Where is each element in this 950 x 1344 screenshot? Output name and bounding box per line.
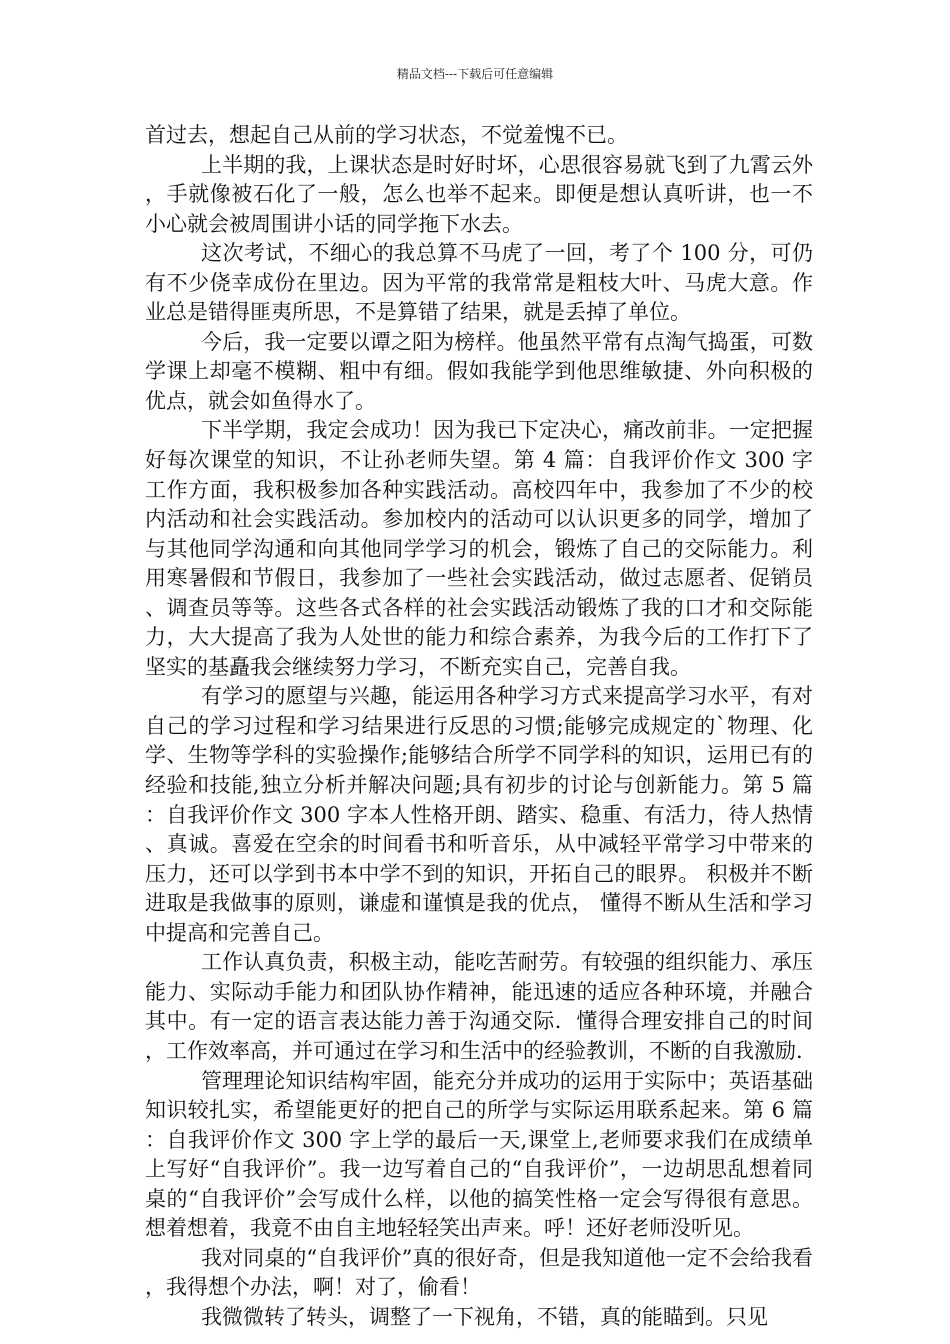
- paragraph: 有学习的愿望与兴趣，能运用各种学习方式来提高学习水平，有对自己的学习过程和学习结果进行反思的习惯;能够完成规定的`物理、化学、生物等学科的实验操作;能够结合所学不同学科的知识，运用已有的经验和技能,独立分析并解决问题;具有初步的讨论与创新能力。第 5 篇：自我评价作文 300 字本人性格开朗、踏实、稳重、有活力，待人热情、真诚。喜爱在空余的时间看书和听音乐，从中减轻平常学习中带来的压力，还可以学到书本中学不到的知识，开拓自己的眼界。 积极并不断进取是我做事的原则，谦虚和谨慎是我的优点， 懂得不断从生活和学习中提高和完善自己。: [145, 684, 813, 945]
- paragraph: 上半期的我，上课状态是时好时坏，心思很容易就飞到了九霄云外，手就像被石化了一般，怎么也举不起来。即便是想认真听讲，也一不小心就会被周围讲小话的同学拖下水去。: [145, 152, 813, 236]
- page-header: 精品文档---下载后可任意编辑: [396, 67, 554, 81]
- paragraph: 首过去，想起自己从前的学习状态，不觉羞愧不已。: [145, 123, 628, 147]
- paragraph: 我微微转了转头，调整了一下视角，不错，真的能瞄到。只见: [201, 1304, 768, 1329]
- document-body: [145, 121, 813, 1332]
- paragraph: 我对同桌的“自我评价”真的很好奇，但是我知道他一定不会给我看，我得想个办法，啊！对了，偷看！: [145, 1245, 813, 1300]
- paragraph: 管理理论知识结构牢固，能充分并成功的运用于实际中；英语基础知识较扎实，希望能更好的把自己的所学与实际运用联系起来。第 6 篇：自我评价作文 300 字上学的最后一天,课堂上,老师要求我们在成绩单上写好“自我评价”。我一边写着自己的“自我评价”，一边胡思乱想着同桌的“自我评价”会写成什么样，以他的搞笑性格一定会写得很有意思。想着想着，我竟不由自主地轻轻笑出声来。呼！还好老师没听见。: [145, 1068, 813, 1241]
- paragraph: 工作认真负责，积极主动，能吃苦耐劳。有较强的组织能力、承压能力、实际动手能力和团队协作精神，能迅速的适应各种环境，并融合其中。有一定的语言表达能力善于沟通交际．懂得合理安排自己的时间，工作效率高，并可通过在学习和生活中的经验教训，不断的自我激励.: [145, 950, 813, 1063]
- paragraph: 今后，我一定要以谭之阳为榜样。他虽然平常有点淘气捣蛋，可数学课上却毫不模糊、粗中有细。假如我能学到他思维敏捷、外向积极的优点，就会如鱼得水了。: [145, 329, 813, 413]
- paragraph: 这次考试，不细心的我总算不马虎了一回，考了个 100 分，可仍有不少侥幸成份在里边。因为平常的我常常是粗枝大叶、马虎大意。作业总是错得匪夷所思，不是算错了结果，就是丢掉了单位。: [145, 241, 813, 325]
- paragraph: 下半学期，我定会成功！因为我已下定决心，痛改前非。一定把握好每次课堂的知识，不让孙老师失望。第 4 篇：自我评价作文 300 字工作方面，我积极参加各种实践活动。高校四年中，我参加了不少的校内活动和社会实践活动。参加校内的活动可以认识更多的同学，增加了与其他同学沟通和向其他同学学习的机会，锻炼了自己的交际能力。利用寒暑假和节假日，我参加了一些社会实践活动，做过志愿者、促销员、调查员等等。这些各式各样的社会实践活动锻炼了我的口才和交际能力，大大提高了我为人处世的能力和综合素养，为我今后的工作打下了坚实的基矗我会继续努力学习，不断充实自己，完善自我。: [145, 418, 813, 679]
